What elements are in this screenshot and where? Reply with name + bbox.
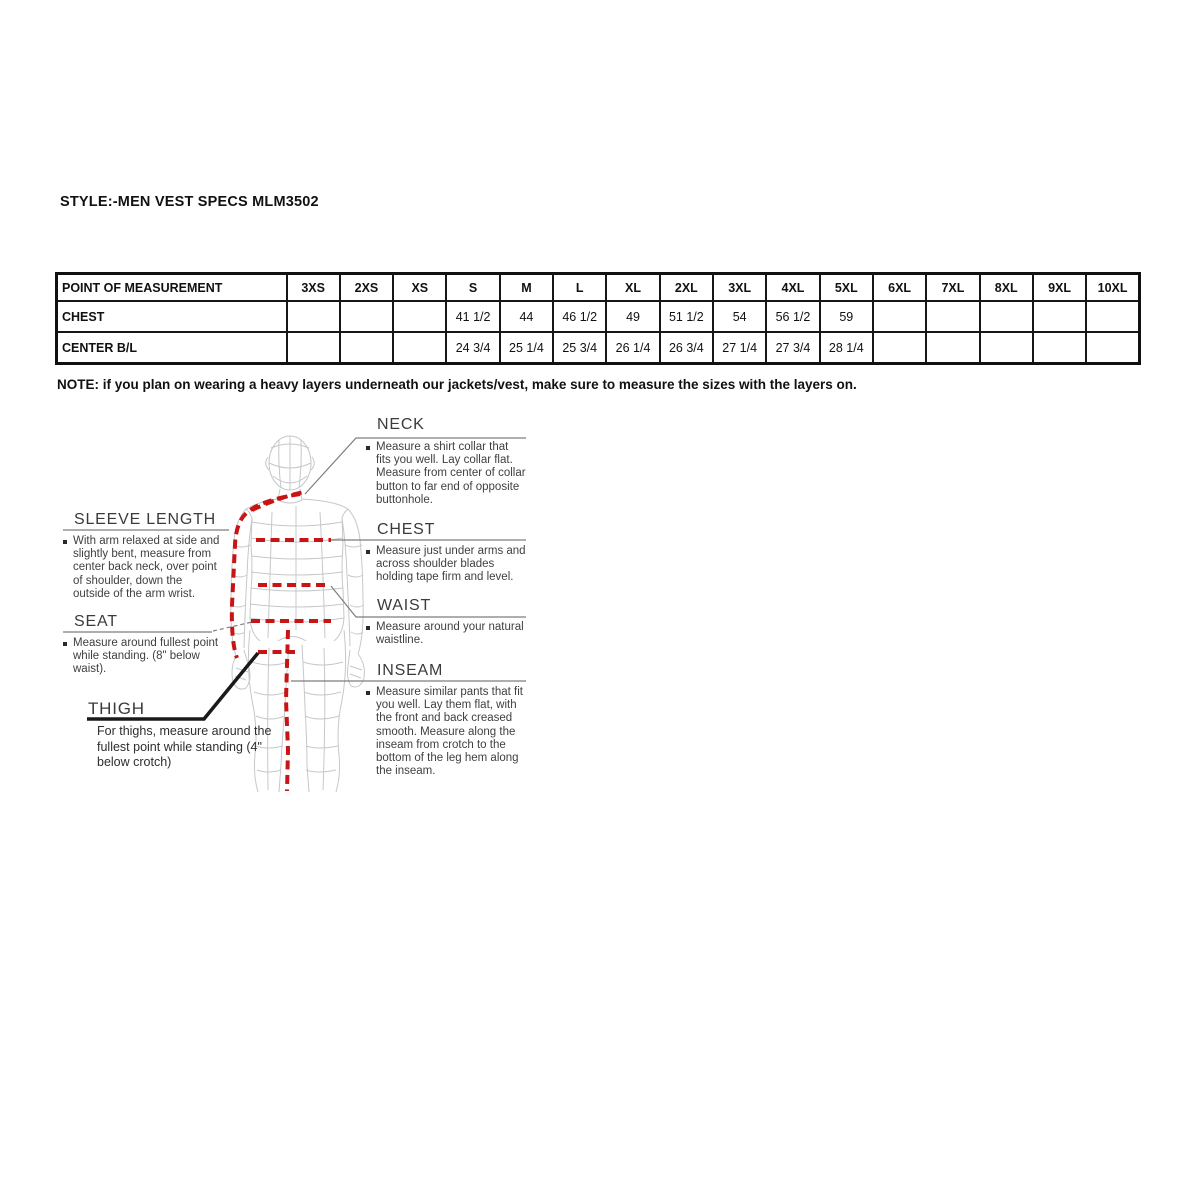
row-label: CENTER B/L [57,332,287,364]
column-header-size: S [446,274,499,302]
column-header-size: 3XS [287,274,340,302]
column-header-size: 10XL [1086,274,1139,302]
cell [980,301,1033,332]
cell [340,332,393,364]
neck-heading: NECK [377,416,425,433]
column-header-size: XL [606,274,659,302]
cell [287,332,340,364]
cell: 25 3/4 [553,332,606,364]
cell: 51 1/2 [660,301,713,332]
cell: 46 1/2 [553,301,606,332]
cell [926,301,979,332]
cell [340,301,393,332]
cell [1086,301,1139,332]
cell: 49 [606,301,659,332]
cell [393,301,446,332]
column-header-size: 5XL [820,274,873,302]
cell: 28 1/4 [820,332,873,364]
column-header-size: 2XS [340,274,393,302]
bullet-icon [63,642,67,646]
cell [287,301,340,332]
cell: 59 [820,301,873,332]
column-header-size: 7XL [926,274,979,302]
bullet-icon [366,626,370,630]
sleeve-length-description: With arm relaxed at side and slightly bent, measure from center back neck, over point of shoulder, down the outside of the arm wrist. [63,535,221,601]
column-header-size: 2XL [660,274,713,302]
column-header-size: XS [393,274,446,302]
column-header-size: 4XL [766,274,819,302]
cell [980,332,1033,364]
inseam-heading: INSEAM [377,662,444,679]
neck-description: Measure a shirt collar that fits you well. Lay collar flat. Measure from center of collar button to far end of opposite buttonhole. [366,441,526,507]
bullet-icon [366,550,370,554]
row-label: CHEST [57,301,287,332]
inseam-measure-line [286,630,288,791]
cell [1033,332,1086,364]
cell [873,332,926,364]
column-header-size: M [500,274,553,302]
column-header-size: 3XL [713,274,766,302]
cell: 26 1/4 [606,332,659,364]
inseam-description: Measure similar pants that fit you well. Lay them flat, with the front and back creased smooth. Measure along the inseam from crotch to the bottom of the leg hem along the inseam. [366,686,530,779]
page-title: STYLE:-MEN VEST SPECS MLM3502 [60,194,319,210]
column-header-point-of-measurement: POINT OF MEASUREMENT [57,274,287,302]
cell: 54 [713,301,766,332]
chest-description: Measure just under arms and across shoulder blades holding tape firm and level. [366,545,526,585]
cell: 24 3/4 [446,332,499,364]
cell: 56 1/2 [766,301,819,332]
cell: 26 3/4 [660,332,713,364]
note-text: NOTE: if you plan on wearing a heavy layers underneath our jackets/vest, make sure to measure the sizes with the layers on. [57,377,857,392]
cell [873,301,926,332]
bullet-icon [63,540,67,544]
table-row-chest [57,301,1140,332]
cell [926,332,979,364]
cell [1086,332,1139,364]
sleeve-length-heading: SLEEVE LENGTH [74,511,217,528]
column-header-size: L [553,274,606,302]
table-row-center-bl [57,332,1140,364]
seat-heading: SEAT [74,613,118,630]
cell [1033,301,1086,332]
cell: 25 1/4 [500,332,553,364]
seat-description: Measure around fullest point while standing. (8" below waist). [63,637,221,677]
table-header-row [57,274,1140,302]
cell: 41 1/2 [446,301,499,332]
cell [393,332,446,364]
thigh-description: For thighs, measure around the fullest point while standing (4" below crotch) [97,724,272,770]
chest-heading: CHEST [377,521,436,538]
cell: 44 [500,301,553,332]
column-header-size: 8XL [980,274,1033,302]
thigh-heading: THIGH [88,699,145,718]
cell: 27 3/4 [766,332,819,364]
size-chart-table [55,272,1141,365]
column-header-size: 9XL [1033,274,1086,302]
column-header-size: 6XL [873,274,926,302]
bullet-icon [366,691,370,695]
cell: 27 1/4 [713,332,766,364]
waist-description: Measure around your natural waistline. [366,621,526,647]
bullet-icon [366,446,370,450]
waist-heading: WAIST [377,597,432,614]
